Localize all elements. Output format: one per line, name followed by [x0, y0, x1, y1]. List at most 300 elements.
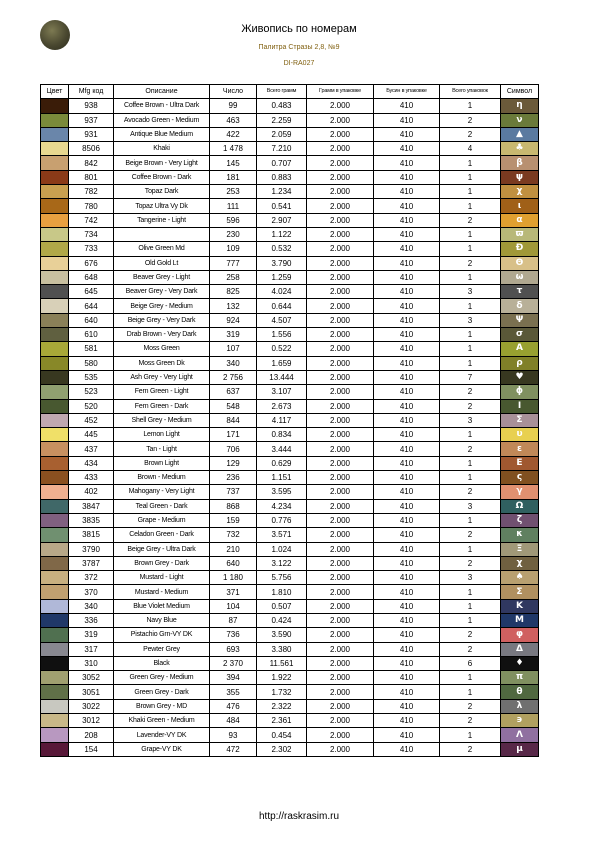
color-swatch — [41, 642, 69, 656]
mfg-code-cell: 372 — [69, 571, 114, 585]
color-swatch — [41, 113, 69, 127]
count-cell: 129 — [210, 456, 257, 470]
grams-per-pack-cell: 2.000 — [307, 571, 374, 585]
beads-per-pack-cell: 410 — [374, 285, 440, 299]
total-grams-cell: 1.151 — [257, 471, 307, 485]
mfg-code-cell: 452 — [69, 413, 114, 427]
color-swatch — [41, 613, 69, 627]
count-cell: 706 — [210, 442, 257, 456]
symbol-cell: Α — [501, 342, 539, 356]
count-cell: 548 — [210, 399, 257, 413]
description-cell: Shell Grey - Medium — [114, 413, 210, 427]
symbol-cell: Ι — [501, 399, 539, 413]
table-row — [41, 399, 539, 413]
color-swatch — [41, 742, 69, 756]
table-row — [41, 556, 539, 570]
description-cell: Lemon Light — [114, 428, 210, 442]
table-row — [41, 714, 539, 728]
color-swatch — [41, 442, 69, 456]
beads-per-pack-cell: 410 — [374, 699, 440, 713]
total-packs-cell: 1 — [440, 513, 501, 527]
count-cell: 732 — [210, 528, 257, 542]
count-cell: 777 — [210, 256, 257, 270]
count-cell: 2 370 — [210, 656, 257, 670]
symbol-cell: η — [501, 99, 539, 113]
total-grams-cell: 1.259 — [257, 270, 307, 284]
beads-per-pack-cell: 410 — [374, 742, 440, 756]
table-row — [41, 442, 539, 456]
total-grams-cell: 0.522 — [257, 342, 307, 356]
color-swatch — [41, 256, 69, 270]
grams-per-pack-cell: 2.000 — [307, 442, 374, 456]
total-packs-cell: 6 — [440, 656, 501, 670]
symbol-cell: ι — [501, 199, 539, 213]
grams-per-pack-cell: 2.000 — [307, 399, 374, 413]
mfg-code-cell: 3052 — [69, 671, 114, 685]
count-cell: 637 — [210, 385, 257, 399]
table-row — [41, 156, 539, 170]
table-row — [41, 242, 539, 256]
table-row — [41, 127, 539, 141]
description-cell: Olive Green Md — [114, 242, 210, 256]
total-grams-cell: 4.507 — [257, 313, 307, 327]
beads-per-pack-cell: 410 — [374, 513, 440, 527]
mfg-code-cell: 434 — [69, 456, 114, 470]
total-grams-cell: 2.907 — [257, 213, 307, 227]
total-packs-cell: 1 — [440, 471, 501, 485]
color-swatch — [41, 227, 69, 241]
beads-per-pack-cell: 410 — [374, 170, 440, 184]
grams-per-pack-cell: 2.000 — [307, 714, 374, 728]
count-cell: 693 — [210, 642, 257, 656]
table-row — [41, 270, 539, 284]
beads-per-pack-cell: 410 — [374, 728, 440, 742]
symbol-cell: κ — [501, 528, 539, 542]
header-count: Число — [210, 85, 257, 99]
grams-per-pack-cell: 2.000 — [307, 428, 374, 442]
total-grams-cell: 2.302 — [257, 742, 307, 756]
header-beads-per-pack: Бусин в упаковке — [374, 85, 440, 99]
total-packs-cell: 1 — [440, 599, 501, 613]
table-header-row — [41, 85, 539, 99]
symbol-cell: Ɖ — [501, 242, 539, 256]
total-packs-cell: 2 — [440, 399, 501, 413]
mfg-code-cell: 3051 — [69, 685, 114, 699]
total-grams-cell: 0.483 — [257, 99, 307, 113]
page-subtitle: Палитра Стразы 2,8, №9 — [258, 44, 340, 51]
total-grams-cell: 0.541 — [257, 199, 307, 213]
symbol-cell: σ — [501, 328, 539, 342]
beads-per-pack-cell: 410 — [374, 471, 440, 485]
symbol-cell: ρ — [501, 356, 539, 370]
description-cell: Old Gold Lt — [114, 256, 210, 270]
symbol-cell: φ — [501, 628, 539, 642]
grams-per-pack-cell: 2.000 — [307, 642, 374, 656]
grams-per-pack-cell: 2.000 — [307, 728, 374, 742]
total-grams-cell: 0.629 — [257, 456, 307, 470]
symbol-cell: μ — [501, 742, 539, 756]
table-row — [41, 585, 539, 599]
mfg-code-cell: 938 — [69, 99, 114, 113]
total-packs-cell: 1 — [440, 227, 501, 241]
mfg-code-cell: 520 — [69, 399, 114, 413]
beads-per-pack-cell: 410 — [374, 213, 440, 227]
description-cell: Black — [114, 656, 210, 670]
total-grams-cell: 2.259 — [257, 113, 307, 127]
total-packs-cell: 2 — [440, 127, 501, 141]
table-row — [41, 528, 539, 542]
symbol-cell: Σ — [501, 585, 539, 599]
beads-per-pack-cell: 410 — [374, 185, 440, 199]
count-cell: 111 — [210, 199, 257, 213]
description-cell: Grape - Medium — [114, 513, 210, 527]
grams-per-pack-cell: 2.000 — [307, 213, 374, 227]
mfg-code-cell: 535 — [69, 370, 114, 384]
table-row — [41, 599, 539, 613]
symbol-cell: α — [501, 213, 539, 227]
count-cell: 340 — [210, 356, 257, 370]
grams-per-pack-cell: 2.000 — [307, 613, 374, 627]
count-cell: 472 — [210, 742, 257, 756]
color-swatch — [41, 342, 69, 356]
total-grams-cell: 1.659 — [257, 356, 307, 370]
grams-per-pack-cell: 2.000 — [307, 342, 374, 356]
header-mfg-code: Mfg код — [69, 85, 114, 99]
beads-per-pack-cell: 410 — [374, 142, 440, 156]
grams-per-pack-cell: 2.000 — [307, 513, 374, 527]
grams-per-pack-cell: 2.000 — [307, 471, 374, 485]
color-swatch — [41, 499, 69, 513]
mfg-code-cell: 317 — [69, 642, 114, 656]
mfg-code-cell: 370 — [69, 585, 114, 599]
total-grams-cell: 2.059 — [257, 127, 307, 141]
symbol-cell: υ — [501, 428, 539, 442]
total-packs-cell: 1 — [440, 156, 501, 170]
total-grams-cell: 1.810 — [257, 585, 307, 599]
mfg-code-cell: 523 — [69, 385, 114, 399]
beads-per-pack-cell: 410 — [374, 270, 440, 284]
symbol-cell: δ — [501, 299, 539, 313]
total-packs-cell: 2 — [440, 385, 501, 399]
color-swatch — [41, 656, 69, 670]
beads-per-pack-cell: 410 — [374, 328, 440, 342]
symbol-cell: Ε — [501, 456, 539, 470]
header-color: Цвет — [41, 85, 69, 99]
total-packs-cell: 7 — [440, 370, 501, 384]
description-cell: Coffee Brown - Ultra Dark — [114, 99, 210, 113]
color-swatch — [41, 685, 69, 699]
grams-per-pack-cell: 2.000 — [307, 485, 374, 499]
mfg-code-cell: 445 — [69, 428, 114, 442]
color-swatch — [41, 170, 69, 184]
color-swatch — [41, 99, 69, 113]
description-cell: Khaki Green - Medium — [114, 714, 210, 728]
symbol-cell: Σ — [501, 413, 539, 427]
count-cell: 371 — [210, 585, 257, 599]
symbol-cell: Λ — [501, 728, 539, 742]
description-cell: Beaver Grey - Very Dark — [114, 285, 210, 299]
grams-per-pack-cell: 2.000 — [307, 585, 374, 599]
beads-per-pack-cell: 410 — [374, 256, 440, 270]
count-cell: 253 — [210, 185, 257, 199]
symbol-cell: ϶ — [501, 714, 539, 728]
symbol-cell: θ — [501, 685, 539, 699]
table-row — [41, 428, 539, 442]
grams-per-pack-cell: 2.000 — [307, 299, 374, 313]
mfg-code-cell: 645 — [69, 285, 114, 299]
symbol-cell: λ — [501, 699, 539, 713]
mfg-code-cell: 640 — [69, 313, 114, 327]
beads-per-pack-cell: 410 — [374, 399, 440, 413]
symbol-cell: Δ — [501, 642, 539, 656]
grams-per-pack-cell: 2.000 — [307, 699, 374, 713]
table-row — [41, 485, 539, 499]
count-cell: 181 — [210, 170, 257, 184]
description-cell: Pistachio Grn-VY DK — [114, 628, 210, 642]
mfg-code-cell: 154 — [69, 742, 114, 756]
description-cell: Navy Blue — [114, 613, 210, 627]
count-cell: 394 — [210, 671, 257, 685]
total-grams-cell: 0.834 — [257, 428, 307, 442]
beads-per-pack-cell: 410 — [374, 714, 440, 728]
header-grams-per-pack: Грамм в упаковке — [307, 85, 374, 99]
count-cell: 484 — [210, 714, 257, 728]
page-title: Живопись по номерам — [241, 23, 357, 35]
total-packs-cell: 1 — [440, 728, 501, 742]
color-swatch — [41, 242, 69, 256]
description-cell: Drab Brown - Very Dark — [114, 328, 210, 342]
color-swatch — [41, 485, 69, 499]
mfg-code-cell: 937 — [69, 113, 114, 127]
total-grams-cell: 3.122 — [257, 556, 307, 570]
symbol-cell: τ — [501, 285, 539, 299]
description-cell: Topaz Ultra Vy Dk — [114, 199, 210, 213]
description-cell: Beige Grey - Ultra Dark — [114, 542, 210, 556]
total-grams-cell: 4.024 — [257, 285, 307, 299]
count-cell: 319 — [210, 328, 257, 342]
total-packs-cell: 4 — [440, 142, 501, 156]
total-grams-cell: 0.707 — [257, 156, 307, 170]
total-packs-cell: 1 — [440, 242, 501, 256]
beads-per-pack-cell: 410 — [374, 656, 440, 670]
symbol-cell: ν — [501, 113, 539, 127]
grams-per-pack-cell: 2.000 — [307, 499, 374, 513]
description-cell: Mahogany - Very Light — [114, 485, 210, 499]
mfg-code-cell: 3835 — [69, 513, 114, 527]
description-cell: Moss Green — [114, 342, 210, 356]
footer-url[interactable]: http://raskrasim.ru — [258, 811, 340, 822]
table-row — [41, 285, 539, 299]
count-cell: 104 — [210, 599, 257, 613]
symbol-cell: ω — [501, 270, 539, 284]
total-grams-cell: 11.561 — [257, 656, 307, 670]
color-swatch — [41, 556, 69, 570]
color-swatch — [41, 585, 69, 599]
description-cell: Brown Light — [114, 456, 210, 470]
beads-per-pack-cell: 410 — [374, 413, 440, 427]
table-row — [41, 742, 539, 756]
symbol-cell: ζ — [501, 513, 539, 527]
grams-per-pack-cell: 2.000 — [307, 456, 374, 470]
total-packs-cell: 2 — [440, 556, 501, 570]
symbol-cell: π — [501, 671, 539, 685]
color-swatch — [41, 428, 69, 442]
symbol-cell: Ξ — [501, 542, 539, 556]
beads-per-pack-cell: 410 — [374, 642, 440, 656]
total-packs-cell: 2 — [440, 742, 501, 756]
table-row — [41, 456, 539, 470]
total-packs-cell: 3 — [440, 285, 501, 299]
grams-per-pack-cell: 2.000 — [307, 242, 374, 256]
symbol-cell: ς — [501, 471, 539, 485]
beads-per-pack-cell: 410 — [374, 571, 440, 585]
table-row — [41, 256, 539, 270]
total-packs-cell: 2 — [440, 213, 501, 227]
count-cell: 596 — [210, 213, 257, 227]
header-description: Описание — [114, 85, 210, 99]
mfg-code-cell: 648 — [69, 270, 114, 284]
color-swatch — [41, 599, 69, 613]
total-packs-cell: 1 — [440, 342, 501, 356]
beads-per-pack-cell: 410 — [374, 227, 440, 241]
header-symbol: Символ — [501, 85, 539, 99]
grams-per-pack-cell: 2.000 — [307, 528, 374, 542]
total-packs-cell: 1 — [440, 585, 501, 599]
total-packs-cell: 3 — [440, 413, 501, 427]
grams-per-pack-cell: 2.000 — [307, 413, 374, 427]
color-swatch — [41, 571, 69, 585]
beads-per-pack-cell: 410 — [374, 628, 440, 642]
total-packs-cell: 3 — [440, 313, 501, 327]
table-row — [41, 413, 539, 427]
total-grams-cell: 3.380 — [257, 642, 307, 656]
symbol-cell: ♠ — [501, 571, 539, 585]
table-row — [41, 299, 539, 313]
symbol-cell: Μ — [501, 613, 539, 627]
description-cell: Mustard - Light — [114, 571, 210, 585]
mfg-code-cell: 437 — [69, 442, 114, 456]
color-swatch — [41, 199, 69, 213]
count-cell: 230 — [210, 227, 257, 241]
grams-per-pack-cell: 2.000 — [307, 556, 374, 570]
count-cell: 159 — [210, 513, 257, 527]
total-grams-cell: 0.532 — [257, 242, 307, 256]
table-row — [41, 199, 539, 213]
mfg-code-cell: 581 — [69, 342, 114, 356]
description-cell: Avocado Green - Medium — [114, 113, 210, 127]
table-row — [41, 170, 539, 184]
table-row — [41, 99, 539, 113]
count-cell: 145 — [210, 156, 257, 170]
mfg-code-cell: 402 — [69, 485, 114, 499]
total-grams-cell: 1.122 — [257, 227, 307, 241]
total-packs-cell: 1 — [440, 199, 501, 213]
beads-per-pack-cell: 410 — [374, 585, 440, 599]
table-row — [41, 728, 539, 742]
color-swatch — [41, 628, 69, 642]
mfg-code-cell: 733 — [69, 242, 114, 256]
total-packs-cell: 1 — [440, 428, 501, 442]
symbol-cell: ♣ — [501, 142, 539, 156]
count-cell: 109 — [210, 242, 257, 256]
symbol-cell: γ — [501, 485, 539, 499]
symbol-cell: Ω — [501, 499, 539, 513]
symbol-cell: ϕ — [501, 385, 539, 399]
total-packs-cell: 3 — [440, 499, 501, 513]
symbol-cell: ψ — [501, 170, 539, 184]
total-grams-cell: 2.673 — [257, 399, 307, 413]
mfg-code-cell: 310 — [69, 656, 114, 670]
grams-per-pack-cell: 2.000 — [307, 742, 374, 756]
description-cell: Topaz Dark — [114, 185, 210, 199]
beads-per-pack-cell: 410 — [374, 613, 440, 627]
grams-per-pack-cell: 2.000 — [307, 185, 374, 199]
table-row — [41, 685, 539, 699]
total-grams-cell: 3.571 — [257, 528, 307, 542]
color-swatch — [41, 285, 69, 299]
symbol-cell: Θ — [501, 256, 539, 270]
count-cell: 924 — [210, 313, 257, 327]
beads-per-pack-cell: 410 — [374, 299, 440, 313]
count-cell: 476 — [210, 699, 257, 713]
mfg-code-cell: 433 — [69, 471, 114, 485]
description-cell: Tan - Light — [114, 442, 210, 456]
description-cell: Celadon Green - Dark — [114, 528, 210, 542]
count-cell: 171 — [210, 428, 257, 442]
total-packs-cell: 1 — [440, 270, 501, 284]
color-swatch — [41, 542, 69, 556]
mfg-code-cell: 3012 — [69, 714, 114, 728]
total-grams-cell: 0.644 — [257, 299, 307, 313]
total-grams-cell: 1.024 — [257, 542, 307, 556]
beads-per-pack-cell: 410 — [374, 242, 440, 256]
description-cell: Beige Grey - Medium — [114, 299, 210, 313]
grams-per-pack-cell: 2.000 — [307, 156, 374, 170]
table-row — [41, 642, 539, 656]
count-cell: 825 — [210, 285, 257, 299]
count-cell: 2 756 — [210, 370, 257, 384]
table-row — [41, 542, 539, 556]
table-row — [41, 628, 539, 642]
count-cell: 87 — [210, 613, 257, 627]
header-total-packs: Всего упаковок — [440, 85, 501, 99]
mfg-code-cell: 336 — [69, 613, 114, 627]
beads-per-pack-cell: 410 — [374, 442, 440, 456]
beads-per-pack-cell: 410 — [374, 485, 440, 499]
color-swatch — [41, 156, 69, 170]
table-row — [41, 699, 539, 713]
symbol-cell: Κ — [501, 599, 539, 613]
grams-per-pack-cell: 2.000 — [307, 99, 374, 113]
total-packs-cell: 1 — [440, 685, 501, 699]
description-cell: Teal Green - Dark — [114, 499, 210, 513]
total-packs-cell: 2 — [440, 699, 501, 713]
beads-per-pack-cell: 410 — [374, 156, 440, 170]
mfg-code-cell: 3815 — [69, 528, 114, 542]
color-swatch — [41, 270, 69, 284]
description-cell: Ash Grey - Very Light — [114, 370, 210, 384]
grams-per-pack-cell: 2.000 — [307, 599, 374, 613]
count-cell: 258 — [210, 270, 257, 284]
table-row — [41, 671, 539, 685]
count-cell: 355 — [210, 685, 257, 699]
grams-per-pack-cell: 2.000 — [307, 356, 374, 370]
description-cell: Moss Green Dk — [114, 356, 210, 370]
total-packs-cell: 1 — [440, 671, 501, 685]
mfg-code-cell: 742 — [69, 213, 114, 227]
color-swatch — [41, 714, 69, 728]
mfg-code-cell: 782 — [69, 185, 114, 199]
